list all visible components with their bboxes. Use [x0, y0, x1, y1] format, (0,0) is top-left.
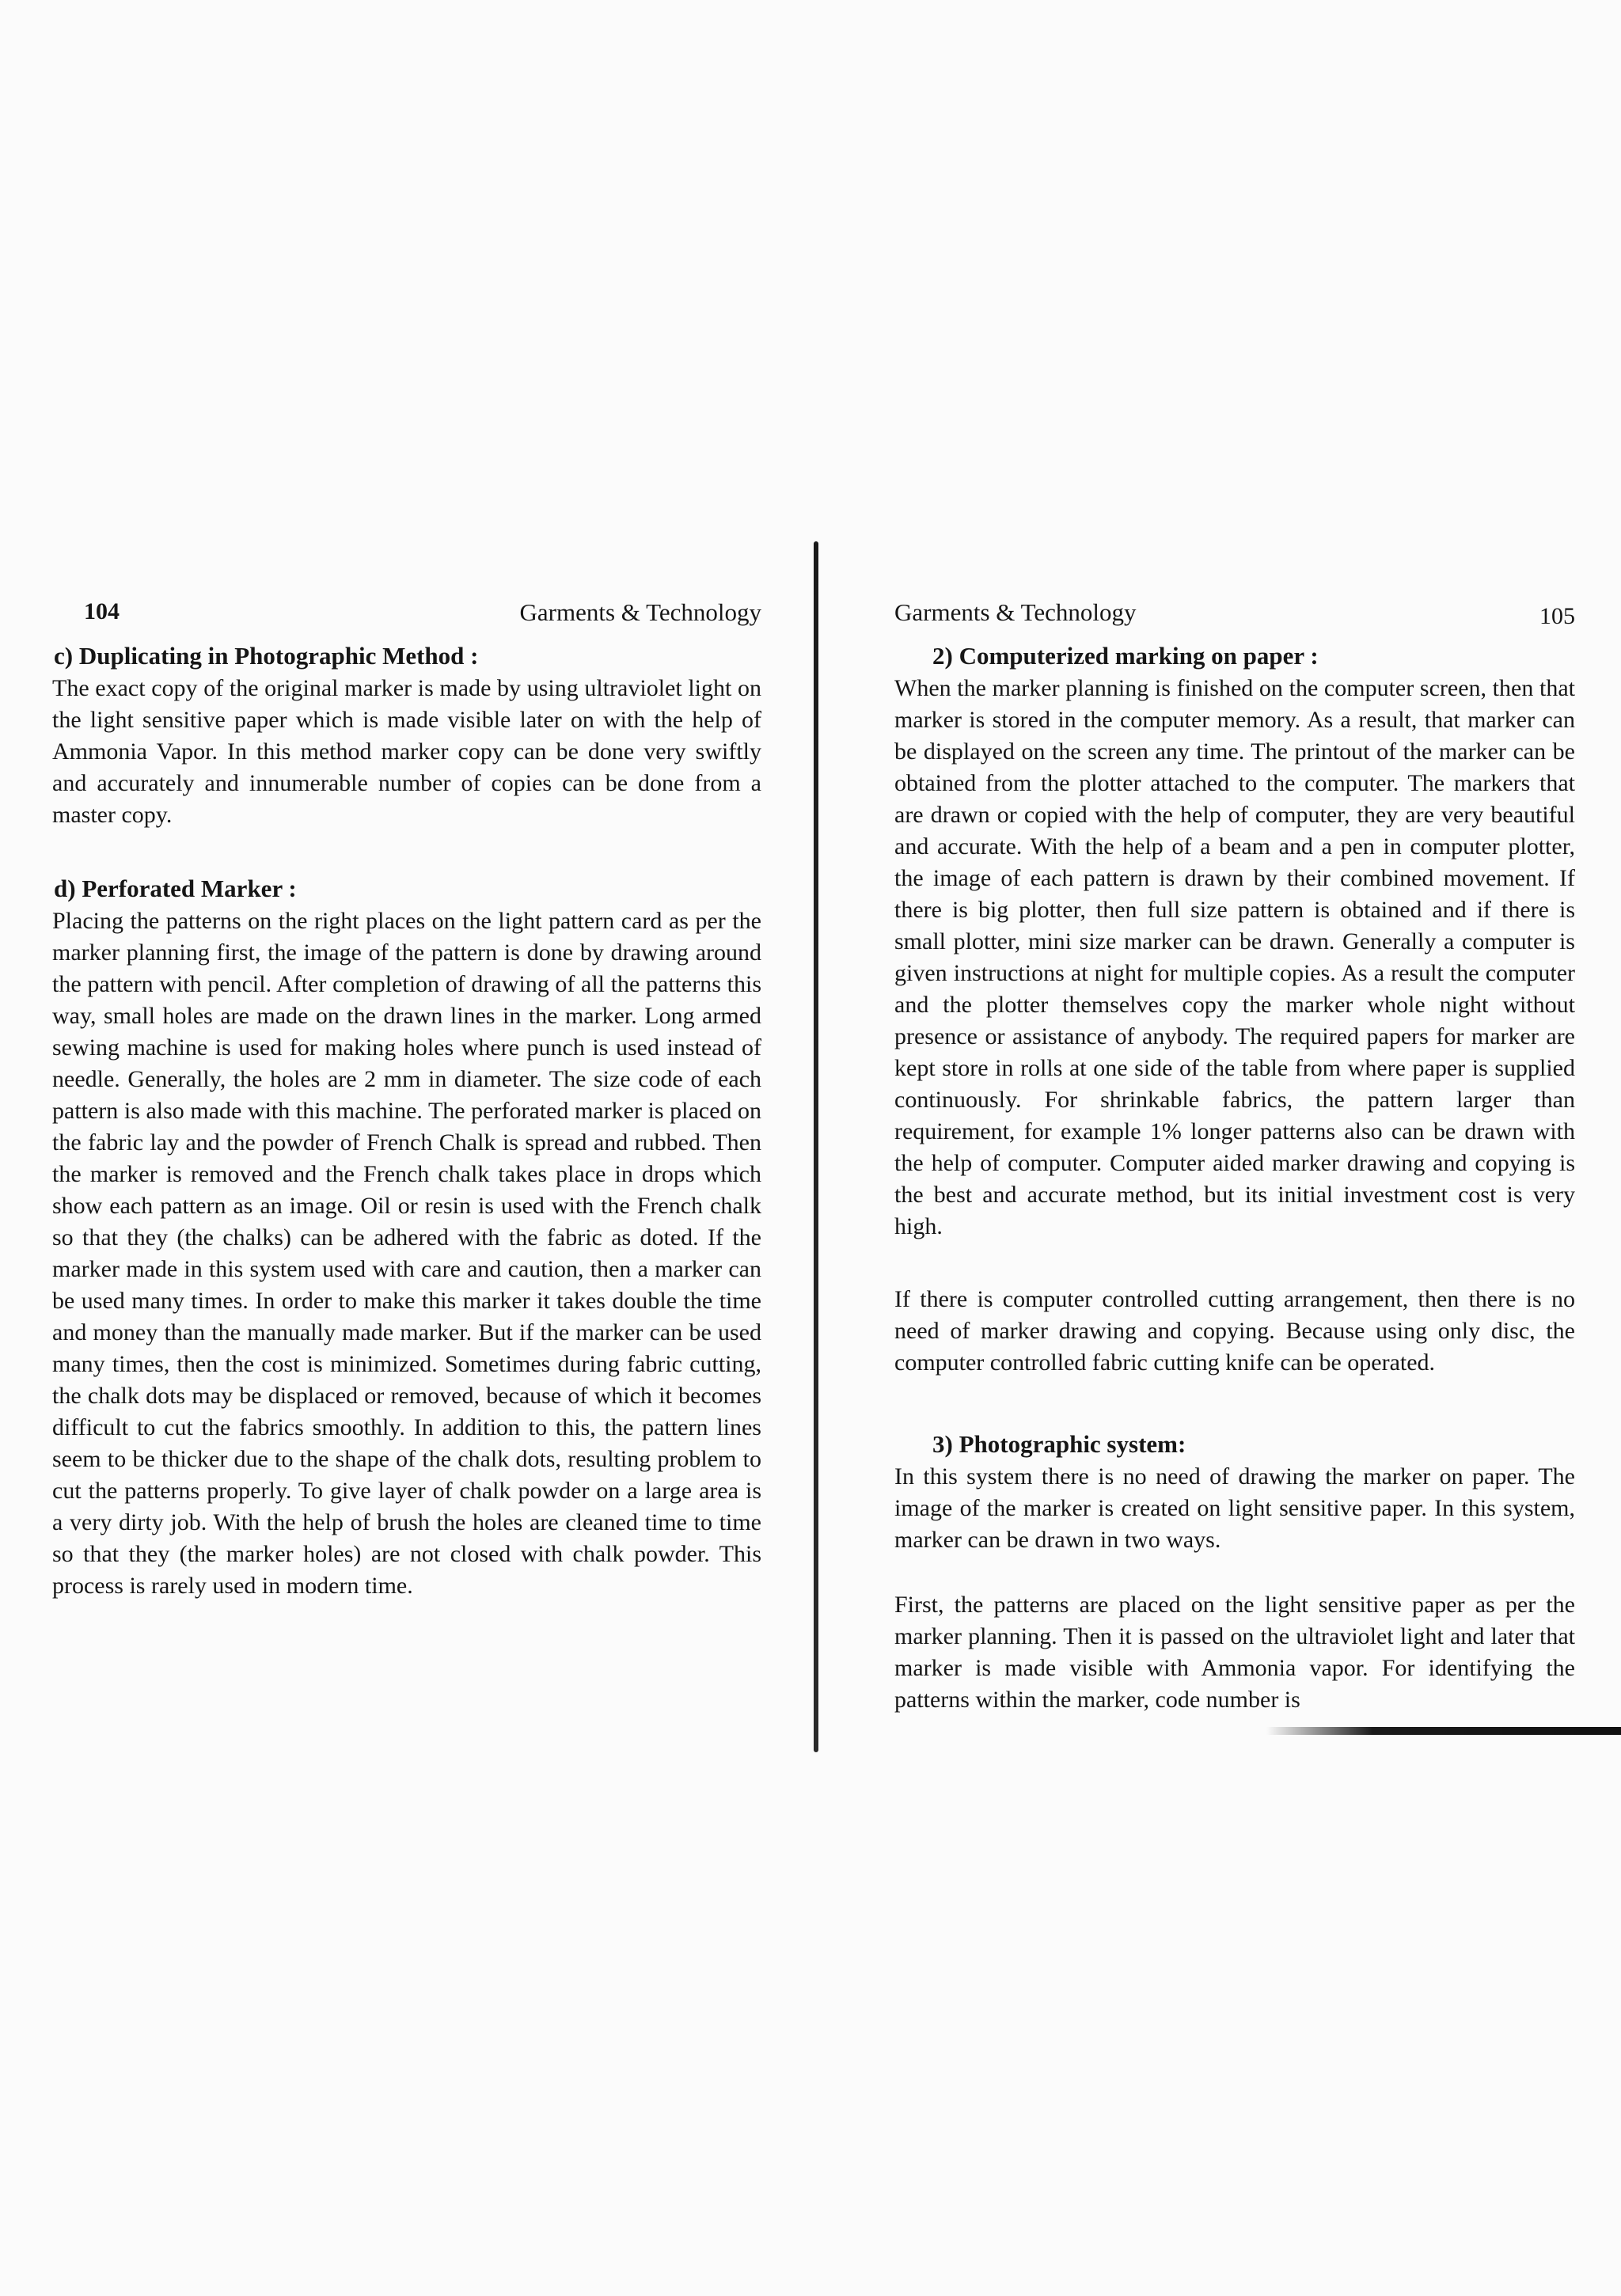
- section-2-heading: 2) Computerized marking on paper :: [932, 642, 1319, 670]
- section-2-body: When the marker planning is finished on the computer screen, then that marker is stored in the computer memory. As a result, that marker can be displayed on the screen any time. The printout of the marker can be obtained from the plotter attached to the computer. The markers that are drawn or copied with the help of computer, they are very beautiful and accurate. With the help of a beam and a pen in computer plotter, the image of each pattern is drawn by their combined movement. If there is big plotter, then full size pattern is obtained and if there is small plotter, mini size marker can be drawn. Generally a computer is given instructions at night for multiple copies. As a result the computer and the plotter themselves copy the marker whole night without presence or assistance of anybody. The required papers for marker are kept store in rolls at one side of the table from where paper is supplied continuously. For shrinkable fabrics, the pattern larger than requirement, for example 1% longer patterns also can be drawn with the help of computer. Computer aided marker drawing and copying is the best and accurate method, but its initial investment cost is very high.: [894, 675, 1575, 1239]
- left-page-header: [52, 592, 761, 639]
- left-page: [52, 592, 761, 1602]
- book-spine: [814, 541, 818, 1752]
- running-title-left: Garments & Technology: [519, 598, 761, 626]
- section-d-heading: d) Perforated Marker :: [54, 875, 297, 902]
- running-title-right: Garments & Technology: [894, 598, 1137, 626]
- right-page: [894, 592, 1575, 1716]
- page-edge-shadow: [1266, 1727, 1621, 1735]
- section-d-body: Placing the patterns on the right places on the light pattern card as per the marker planning first, the image of the pattern is done by drawing around the pattern with pencil. After completion of drawing of all the patterns this way, small holes are made on the drawn lines in the marker. Long armed sewing machine is used for making holes where punch is used instead of needle. Generally, the holes are 2 mm in diameter. The size code of each pattern is also made with this machine. The perforated marker is placed on the fabric lay and the powder of French Chalk is spread and rubbed. Then the marker is removed and the French chalk takes place in drops which show each pattern as an image. Oil or resin is used with the French chalk so that they (the chalks) can be adhered with the fabric as doted. If the marker made in this system used with care and caution, then a marker can be used many times. In order to make this marker it takes double the time and money than the manually made marker. But if the marker can be used many times, then the cost is minimized. Sometimes during fabric cutting, the chalk dots may be displaced or removed, because of which it becomes difficult to cut the fabrics smoothly. In addition to this, the pattern lines seem to be thicker due to the shape of the chalk dots, resulting problem to cut the patterns properly. To give layer of chalk powder on a large area is a very dirty job. With the help of brush the holes are cleaned time to time so that they (the marker holes) are not closed with chalk powder. This process is rarely used in modern time.: [52, 908, 761, 1599]
- section-3-body: In this system there is no need of drawing the marker on paper. The image of the marker is created on light sensitive paper. In this system, marker can be drawn in two ways.: [894, 1463, 1575, 1553]
- page-number-right: 105: [1539, 603, 1575, 629]
- page-number-left: 104: [84, 598, 120, 624]
- section-2-body-continued: If there is computer controlled cutting arrangement, then there is no need of marker drawing and copying. Because using only disc, the computer controlled fabric cutting knife can be operated.: [894, 1286, 1575, 1376]
- section-3-body-continued: First, the patterns are placed on the light sensitive paper as per the marker planning. Then it is passed on the ultraviolet light and later that marker is made visible with Ammonia vapor. For identifying the patterns within the marker, code number is: [894, 1592, 1575, 1713]
- section-c-body: The exact copy of the original marker is made by using ultraviolet light on the light sensitive paper which is made visible later on with the help of Ammonia Vapor. In this method marker copy can be done very swiftly and accurately and innumerable number of copies can be done from a master copy.: [52, 675, 761, 828]
- section-c-heading: c) Duplicating in Photographic Method :: [54, 642, 479, 670]
- section-3-heading: 3) Photographic system:: [932, 1430, 1186, 1458]
- right-page-header: [894, 592, 1575, 639]
